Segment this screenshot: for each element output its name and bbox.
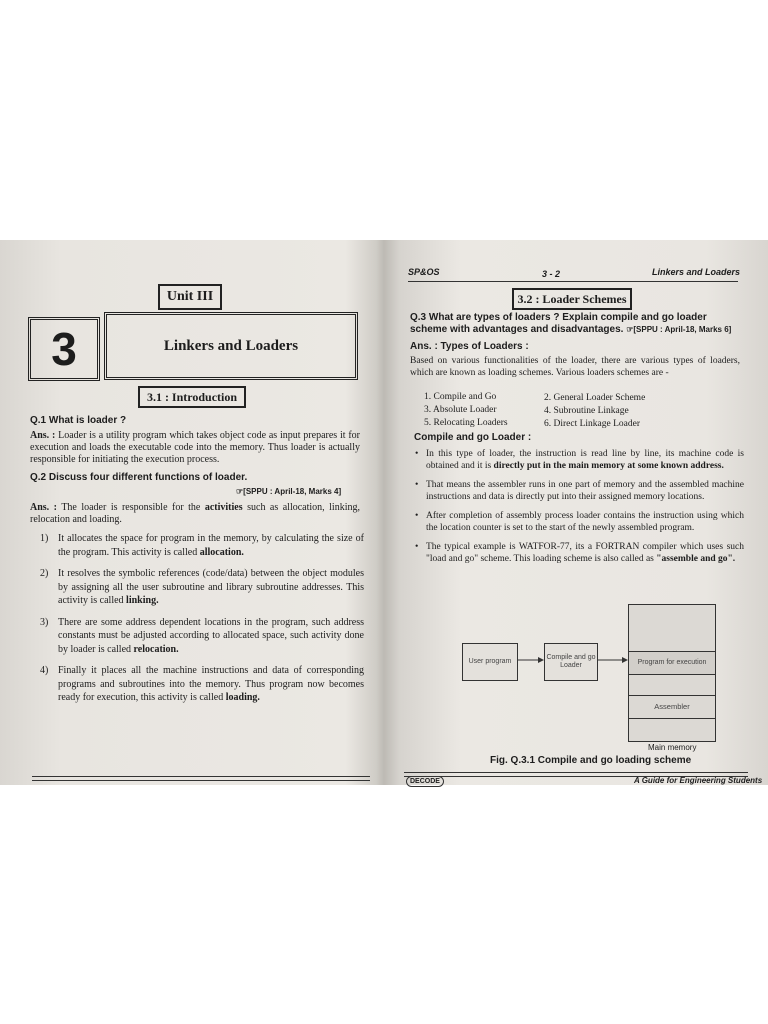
q2-answer-bold: activities: [204, 502, 243, 513]
q1-question: Q.1 What is loader ?: [30, 415, 127, 426]
q2-answer-prefix: Ans. :: [30, 502, 57, 513]
list-item: [36, 616, 364, 657]
item-number: 1): [40, 533, 49, 544]
chapter-title: Linkers and Loaders: [104, 312, 358, 380]
loader-type: 4. Subroutine Linkage: [544, 406, 629, 416]
figure-caption: Fig. Q.3.1 Compile and go loading scheme: [490, 755, 692, 766]
compile-go-diagram: [386, 240, 768, 785]
item-text: It allocates the space for program in the memory, by calculating the size of the program. This activity is called: [58, 533, 364, 558]
q2-answer-post: such as allocation, linking, relocation and loading.: [30, 502, 360, 525]
item-text: There are some address dependent locations in the program, such address constants must be adjusted according to allocated space, such activity done by loader is called: [58, 616, 364, 655]
main-memory-label: Main memory: [648, 743, 697, 752]
unit-label: Unit III: [158, 284, 222, 310]
scanned-book-spread: [0, 240, 768, 785]
q3-answer-heading: Ans. : Types of Loaders :: [410, 341, 529, 352]
loader-type: 3. Absolute Loader: [424, 405, 497, 415]
bullet-text: The typical example is WATFOR-77, its a FORTRAN compiler which uses such "load and go" scheme. This loading scheme is also called as: [426, 542, 744, 564]
bottom-rule: [32, 776, 370, 781]
section-title: 3.2 : Loader Schemes: [512, 288, 632, 310]
compile-go-loader-box: Compile and go Loader: [544, 643, 598, 681]
bullet-text-end: at some known address.: [627, 460, 724, 471]
running-header-left: SP&OS: [408, 267, 440, 277]
loader-type: 6. Direct Linkage Loader: [544, 419, 641, 429]
loader-type: 5. Relocating Loaders: [424, 418, 508, 428]
item-term: relocation.: [133, 643, 179, 655]
list-item: [36, 664, 364, 705]
loader-functions-list: [36, 532, 364, 705]
bullet-text: After completion of assembly process loader contains the instruction using which the location counter is set to the start of the newly assembled program.: [426, 511, 744, 533]
bullet-bold: "assemble and go".: [656, 553, 736, 564]
q3-exam-tag: ☞[SPPU : April-18, Marks 6]: [626, 325, 732, 334]
loader-type: 2. General Loader Scheme: [544, 393, 646, 403]
q2-exam-tag: ☞[SPPU : April-18, Marks 4]: [236, 487, 342, 496]
compile-go-heading: Compile and go Loader :: [414, 432, 532, 443]
item-number: 4): [40, 665, 49, 676]
q3-intro: Based on various functionalities of the loader, there are various types of loaders, which are known as loading schemes. Various loaders schemes are -: [410, 356, 740, 378]
chapter-number: 3: [28, 317, 100, 381]
q3-question-text: Q.3 What are types of loaders ? Explain compile and go loader scheme with advantages and disadvantages.: [410, 312, 707, 335]
q1-answer-prefix: Ans. :: [30, 430, 56, 441]
item-number: 2): [40, 568, 49, 579]
user-program-box: User program: [462, 643, 518, 681]
section-title: 3.1 : Introduction: [138, 386, 246, 408]
bullet-text: In this type of loader, the instruction is read line by line, its machine code is obtained and it is: [426, 449, 744, 471]
q1-answer: [30, 430, 360, 466]
q2-question: Q.2 Discuss four different functions of loader.: [30, 472, 248, 483]
footer-tagline: A Guide for Engineering Students: [634, 776, 763, 785]
list-item: [36, 567, 364, 608]
left-page: [0, 240, 382, 785]
q2-answer-pre: The loader is responsible for the: [61, 502, 201, 513]
q1-answer-text: Loader is a utility program which takes object code as input prepares it for execution and loads the executable code into the memory. Thus loader is actually responsible for initiating the execution process.: [30, 430, 360, 465]
item-term: linking.: [126, 595, 159, 606]
list-item: [36, 532, 364, 559]
item-term: loading.: [225, 692, 260, 703]
q2-answer-intro: [30, 502, 360, 526]
page-number: 3 - 2: [542, 269, 561, 279]
main-memory-block: [628, 604, 716, 742]
running-header-right: Linkers and Loaders: [652, 267, 741, 277]
item-term: allocation.: [199, 546, 244, 558]
bullet-text: That means the assembler runs in one part of memory and the assembled machine instructions and data is directly put into their assigned memory locations.: [426, 480, 744, 502]
item-number: 3): [40, 616, 49, 628]
loader-type: 1. Compile and Go: [424, 392, 497, 402]
memory-divider: [629, 718, 715, 719]
publisher-logo: DECODE: [406, 776, 444, 787]
item-text: It resolves the symbolic references (code/data) between the object modules by assigning all the user subroutine and library subroutine addresses. This activity is called: [58, 568, 364, 606]
program-for-execution-region: Program for execution: [629, 651, 715, 675]
item-text: Finally it places all the machine instructions and data of corresponding programs and subroutines into the memory. Thus program now becomes ready for execution, this activity is called: [58, 665, 364, 703]
bullet-bold: directly put in the main memory: [493, 460, 626, 471]
assembler-region: Assembler: [654, 702, 690, 711]
right-page: [386, 240, 768, 785]
